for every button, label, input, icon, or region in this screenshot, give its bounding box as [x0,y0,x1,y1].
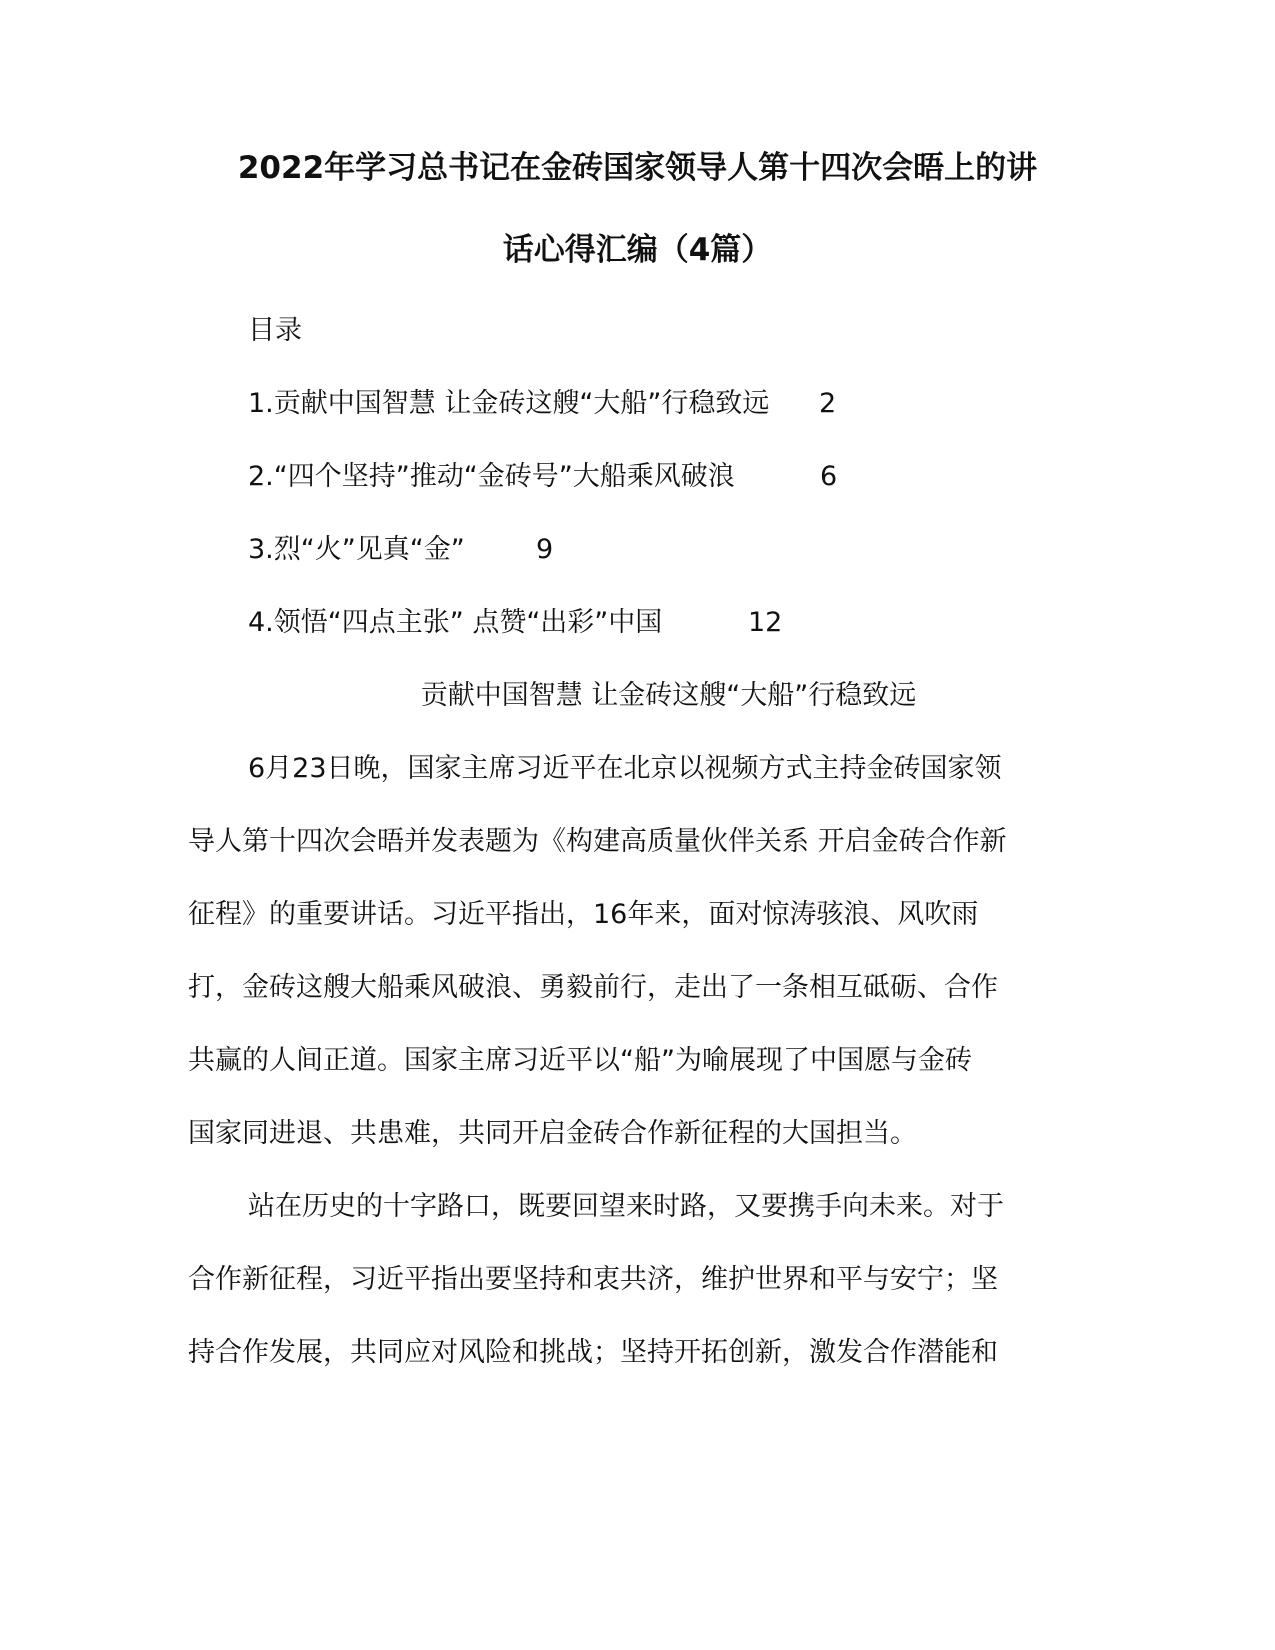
paragraph-2-line: 合作新征程，习近平指出要坚持和衷共济，维护世界和平与安宁；坚 [188,1264,998,1295]
paragraph-2-line: 持合作发展，共同应对风险和挑战；坚持开拓创新，激发合作潜能和 [188,1337,998,1368]
paragraph-1-line: 共赢的人间正道。国家主席习近平以“船”为喻展现了中国愿与金砖 [188,1045,972,1076]
toc-item-1-text: 1.贡献中国智慧 让金砖这艘“大船”行稳致远 [248,388,770,419]
toc-item-3[interactable] [248,532,868,568]
document-title-line-2: 话心得汇编（4篇） [502,232,773,268]
toc-item-3-page: 9 [536,534,554,565]
paragraph-1-line: 打，金砖这艘大船乘风破浪、勇毅前行，走出了一条相互砥砺、合作 [188,972,998,1003]
toc-heading: 目录 [248,315,302,346]
toc-item-4[interactable] [248,605,868,641]
toc-item-2[interactable] [248,459,868,495]
toc-item-1-page: 2 [819,388,837,419]
toc-item-4-page: 12 [748,607,783,638]
toc-item-1[interactable] [248,386,868,422]
paragraph-1-line: 导人第十四次会晤并发表题为《构建高质量伙伴关系 开启金砖合作新 [188,826,1007,857]
toc-item-2-page: 6 [820,461,838,492]
paragraph-1-line: 国家同进退、共患难，共同开启金砖合作新征程的大国担当。 [188,1118,917,1149]
paragraph-1-line: 征程》的重要讲话。习近平指出，16年来，面对惊涛骇浪、风吹雨 [188,899,979,930]
document-title-line-1: 2022年学习总书记在金砖国家领导人第十四次会晤上的讲 [237,150,1038,186]
toc-item-2-text: 2.“四个坚持”推动“金砖号”大船乘风破浪 [248,461,735,492]
toc-item-3-text: 3.烈“火”见真“金” [248,534,465,565]
article-heading: 贡献中国智慧 让金砖这艘“大船”行稳致远 [420,680,917,711]
paragraph-1-line: 6月23日晚，国家主席习近平在北京以视频方式主持金砖国家领 [248,753,1002,784]
paragraph-2-line: 站在历史的十字路口，既要回望来时路，又要携手向未来。对于 [248,1191,1004,1222]
toc-item-4-text: 4.领悟“四点主张” 点赞“出彩”中国 [248,607,663,638]
